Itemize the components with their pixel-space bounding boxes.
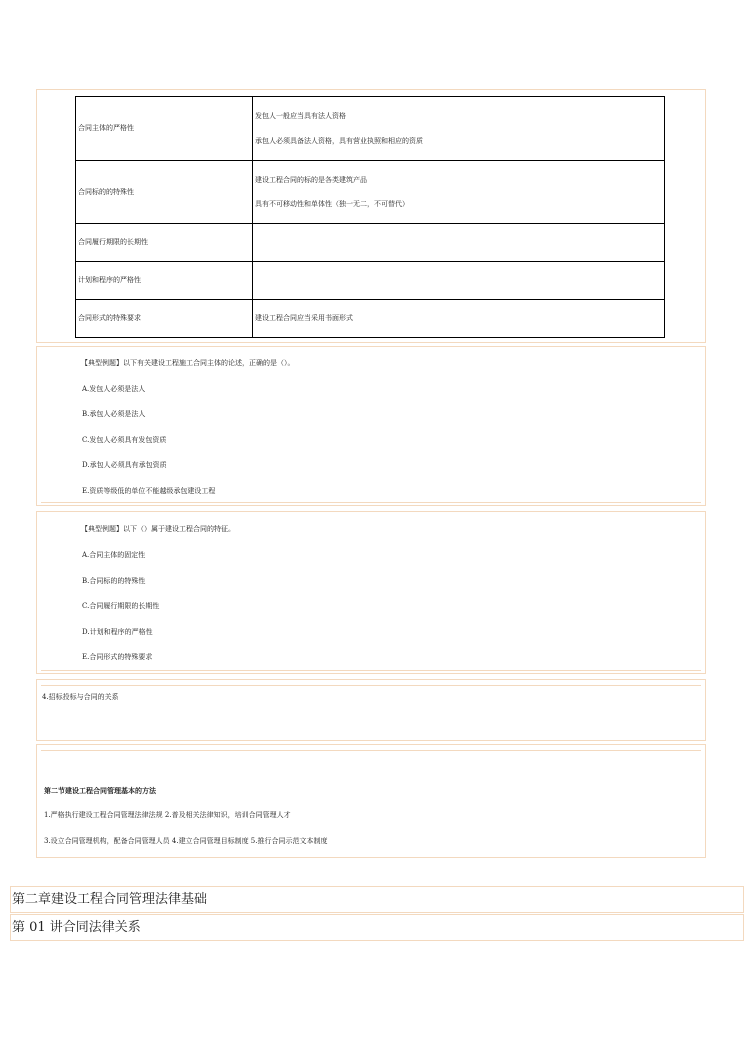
row-content [253,224,665,262]
cell-line: 承包人必须具备法人资格，具有营业执照和相应的资质 [255,136,423,145]
example2-option: D.计划和程序的严格性 [82,628,153,636]
example1-question: 【典型例题】以下有关建设工程施工合同主体的论述，正确的是（）。 [81,359,295,367]
row-content [253,97,665,161]
example2-option: A.合同主体的固定性 [82,551,146,559]
cell-line: 建设工程合同应当采用书面形式 [255,314,353,323]
row-label: 合同履行期限的长期性 [76,224,253,262]
example2-option: E.合同形式的特殊要求 [82,653,153,661]
row-content [253,161,665,224]
cell-line: 发包人一般应当具有法人资格 [255,112,346,121]
example2-question: 【典型例题】以下（）属于建设工程合同的特征。 [81,525,235,533]
row-content [253,300,665,338]
example1-option: E.资质等级低的单位不能越级承包建设工程 [82,487,216,495]
table-row [76,161,665,224]
contract-features-table [75,96,665,338]
lecture-title: 第 01 讲合同法律关系 [10,914,744,941]
section4-box [36,679,706,741]
row-label: 合同形式的特殊要求 [76,300,253,338]
example1-option: A.发包人必须是法人 [82,385,146,393]
cell-line: 具有不可移动性和单体性（独一无二，不可替代） [255,200,409,208]
section2-line: 1.严格执行建设工程合同管理法律法规 2.普及相关法律知识，培训合同管理人才 [44,811,291,819]
example1-option: D.承包人必须具有承包资质 [82,461,167,469]
table-row [76,97,665,161]
example2-option: B.合同标的的特殊性 [82,577,146,585]
cell-line: 建设工程合同的标的是各类建筑产品 [255,175,367,184]
example1-option: C.发包人必须具有发包资质 [82,436,167,444]
table-row [76,262,665,300]
table-row [76,300,665,338]
row-label: 合同主体的严格性 [76,97,253,161]
table-row [76,224,665,262]
section4-title: 4.招标投标与合同的关系 [42,693,119,701]
row-content [253,262,665,300]
example1-box [36,346,706,506]
row-label: 计划和程序的严格性 [76,262,253,300]
row-label: 合同标的的特殊性 [76,161,253,224]
example1-option: B.承包人必须是法人 [82,410,146,418]
chapter-title: 第二章建设工程合同管理法律基础 [10,886,744,913]
section2-title: 第二节建设工程合同管理基本的方法 [44,786,156,795]
example2-option: C.合同履行期限的长期性 [82,602,160,610]
example2-box [36,511,706,674]
section2-line: 3.设立合同管理机构，配备合同管理人员 4.建立合同管理目标制度 5.推行合同示范文本制度 [44,837,328,845]
